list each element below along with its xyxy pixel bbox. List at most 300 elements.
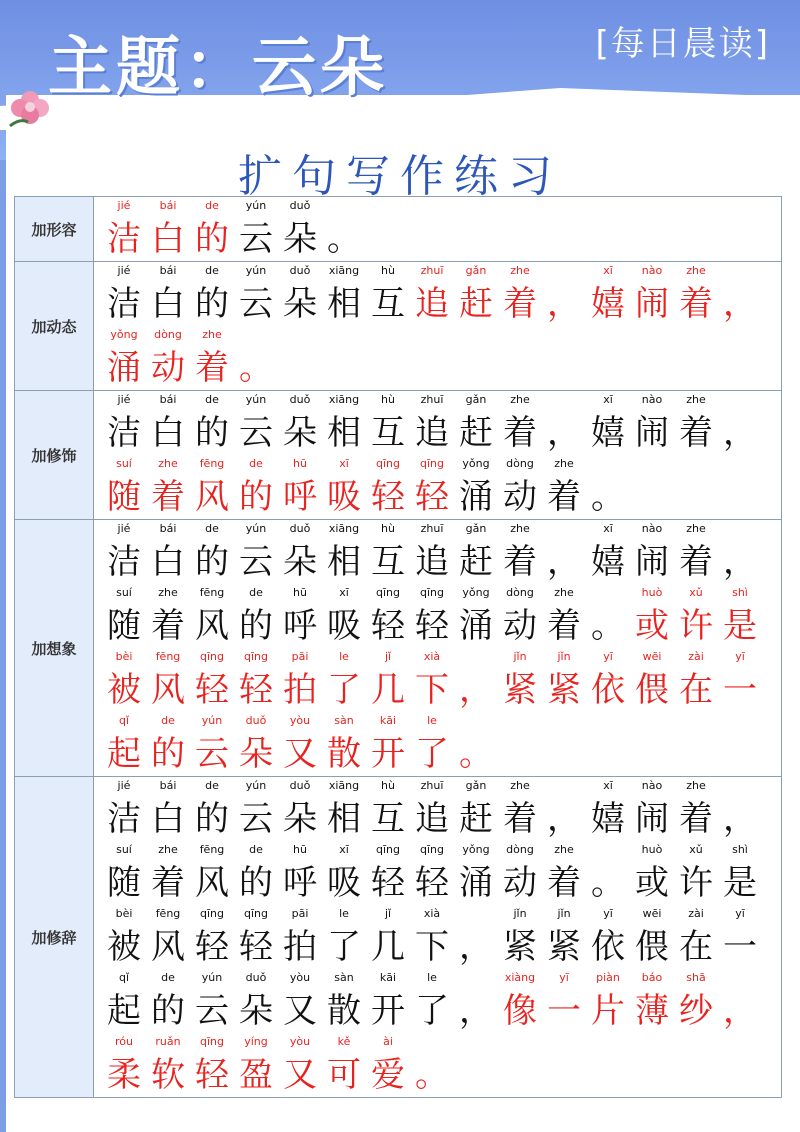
pinyin: jié: [117, 779, 131, 792]
text-line: [102, 520, 775, 584]
hanzi: 拍: [283, 670, 317, 710]
character-cell: [190, 648, 234, 712]
character-cell: [674, 841, 718, 905]
pinyin: de: [249, 586, 263, 599]
hanzi: 相: [327, 413, 361, 453]
pinyin: qīng: [376, 843, 400, 856]
character-cell: [630, 905, 674, 969]
character-cell: [630, 584, 674, 648]
character-cell: [366, 969, 410, 1033]
text-line: [102, 969, 775, 1033]
hanzi: 朵: [283, 413, 317, 453]
hanzi: 一: [723, 927, 757, 967]
pinyin: nào: [641, 522, 663, 535]
hanzi: 赶: [459, 542, 493, 582]
character-cell: [366, 841, 410, 905]
hanzi: 嬉: [591, 542, 625, 582]
character-cell: [366, 777, 410, 841]
text-line: [102, 648, 775, 712]
hanzi: ，: [459, 670, 493, 710]
character-cell: [278, 841, 322, 905]
character-cell: [718, 905, 762, 969]
pinyin: zhe: [158, 457, 178, 470]
pinyin: xī: [603, 522, 613, 535]
hanzi: 又: [283, 734, 317, 774]
pinyin: gǎn: [465, 393, 487, 406]
hanzi: 朵: [283, 799, 317, 839]
character-cell: [542, 584, 586, 648]
hanzi: 的: [195, 284, 229, 324]
character-cell: [278, 648, 322, 712]
character-cell: [454, 584, 498, 648]
hanzi: 的: [239, 477, 273, 517]
page-title: 主题：云朵: [48, 31, 388, 105]
character-cell: [586, 841, 630, 905]
row-content: [94, 777, 781, 1097]
hanzi: 纱: [679, 991, 713, 1031]
hanzi: 随: [107, 477, 141, 517]
pinyin: yíng: [244, 1035, 268, 1048]
hanzi: 轻: [415, 477, 449, 517]
pinyin: xī: [339, 843, 349, 856]
hanzi: 风: [195, 863, 229, 903]
character-cell: [586, 969, 630, 1033]
character-cell: [718, 841, 762, 905]
pinyin: xià: [423, 650, 441, 663]
character-cell: [366, 455, 410, 519]
hanzi: 着: [547, 606, 581, 646]
pinyin: duǒ: [289, 199, 311, 212]
pinyin: nào: [641, 779, 663, 792]
pinyin: bái: [159, 779, 177, 792]
row-content: [94, 520, 781, 776]
hanzi: 着: [503, 799, 537, 839]
pinyin: ruǎn: [155, 1035, 181, 1048]
character-cell: [718, 520, 762, 584]
pinyin: xiāng: [328, 264, 360, 277]
pinyin: qīng: [244, 907, 268, 920]
pinyin: gǎn: [465, 779, 487, 792]
pinyin: zhe: [510, 779, 530, 792]
character-cell: [102, 905, 146, 969]
character-cell: [322, 584, 366, 648]
hanzi: 洁: [107, 799, 141, 839]
hanzi: 的: [239, 606, 273, 646]
character-cell: [366, 1033, 410, 1097]
character-cell: [322, 262, 366, 326]
hanzi: 闹: [635, 799, 669, 839]
character-cell: [234, 262, 278, 326]
character-cell: [718, 391, 762, 455]
hanzi: 闹: [635, 542, 669, 582]
hanzi: 吸: [327, 606, 361, 646]
character-cell: [586, 777, 630, 841]
character-cell: [542, 777, 586, 841]
pinyin: zhe: [686, 393, 706, 406]
character-cell: [146, 520, 190, 584]
character-cell: [498, 777, 542, 841]
pinyin: yī: [559, 971, 569, 984]
hanzi: 一: [723, 670, 757, 710]
pinyin: xī: [339, 457, 349, 470]
character-cell: [234, 391, 278, 455]
hanzi: 风: [151, 670, 185, 710]
character-cell: [718, 648, 762, 712]
pinyin: bèi: [115, 907, 133, 920]
character-cell: [102, 584, 146, 648]
text-line: [102, 455, 775, 519]
character-cell: [278, 262, 322, 326]
character-cell: [454, 648, 498, 712]
character-cell: [234, 326, 278, 390]
character-cell: [146, 262, 190, 326]
pinyin: jié: [117, 393, 131, 406]
hanzi: 或: [635, 863, 669, 903]
pinyin: báo: [641, 971, 663, 984]
table-row: [14, 391, 782, 520]
character-cell: [630, 262, 674, 326]
hanzi: 嬉: [591, 284, 625, 324]
hanzi: 赶: [459, 413, 493, 453]
character-cell: [146, 455, 190, 519]
hanzi: 云: [195, 734, 229, 774]
character-cell: [410, 969, 454, 1033]
character-cell: [322, 905, 366, 969]
character-cell: [146, 648, 190, 712]
pinyin: pāi: [291, 907, 309, 920]
table-row: [14, 777, 782, 1098]
pinyin: kāi: [379, 714, 397, 727]
pinyin: bèi: [115, 650, 133, 663]
pinyin: gǎn: [465, 264, 487, 277]
pinyin: yún: [245, 522, 267, 535]
hanzi: 云: [239, 542, 273, 582]
text-line: [102, 712, 775, 776]
character-cell: [674, 777, 718, 841]
pinyin: yún: [245, 264, 267, 277]
hanzi: 起: [107, 991, 141, 1031]
pinyin: zhe: [510, 393, 530, 406]
pinyin: xiāng: [328, 779, 360, 792]
hanzi: 了: [327, 927, 361, 967]
pinyin: zhe: [686, 522, 706, 535]
pinyin: shì: [732, 843, 748, 856]
hanzi: 了: [415, 734, 449, 774]
character-cell: [586, 648, 630, 712]
hanzi: 爱: [371, 1055, 405, 1095]
text-line: [102, 777, 775, 841]
hanzi: 轻: [195, 670, 229, 710]
character-cell: [498, 262, 542, 326]
pinyin: bái: [159, 199, 177, 212]
hanzi: ，: [547, 542, 581, 582]
pinyin: wēi: [642, 650, 662, 663]
hanzi: 着: [503, 542, 537, 582]
hanzi: 着: [547, 477, 581, 517]
pinyin: kě: [337, 1035, 351, 1048]
hanzi: 着: [679, 413, 713, 453]
character-cell: [190, 262, 234, 326]
hanzi: 白: [151, 284, 185, 324]
character-cell: [278, 1033, 322, 1097]
character-cell: [102, 841, 146, 905]
hanzi: 的: [195, 219, 229, 259]
pinyin: jǐn: [513, 907, 527, 920]
hanzi: 互: [371, 542, 405, 582]
pinyin: de: [161, 714, 175, 727]
text-line: [102, 584, 775, 648]
text-line: [102, 841, 775, 905]
character-cell: [234, 520, 278, 584]
pinyin: yún: [201, 714, 223, 727]
pinyin: duǒ: [245, 714, 267, 727]
hanzi: 朵: [283, 284, 317, 324]
character-cell: [454, 777, 498, 841]
hanzi: 着: [503, 413, 537, 453]
pinyin: hū: [293, 457, 307, 470]
character-cell: [102, 777, 146, 841]
pinyin: yún: [245, 393, 267, 406]
pinyin: zhe: [158, 843, 178, 856]
hanzi: 几: [371, 927, 405, 967]
character-cell: [586, 905, 630, 969]
hanzi: 赶: [459, 799, 493, 839]
pinyin: gǎn: [465, 522, 487, 535]
hanzi: 的: [195, 799, 229, 839]
pinyin: jǐ: [384, 650, 392, 663]
character-cell: [234, 841, 278, 905]
hanzi: 赶: [459, 284, 493, 324]
character-cell: [278, 197, 322, 261]
character-cell: [146, 391, 190, 455]
hanzi: 紧: [503, 927, 537, 967]
hanzi: 轻: [371, 863, 405, 903]
hanzi: 吸: [327, 863, 361, 903]
hanzi: 在: [679, 927, 713, 967]
pinyin: xī: [603, 393, 613, 406]
hanzi: 涌: [459, 477, 493, 517]
character-cell: [454, 841, 498, 905]
character-cell: [102, 262, 146, 326]
character-cell: [586, 455, 630, 519]
hanzi: 轻: [415, 606, 449, 646]
pinyin: duǒ: [245, 971, 267, 984]
character-cell: [234, 1033, 278, 1097]
character-cell: [190, 905, 234, 969]
hanzi: 的: [239, 863, 273, 903]
exercise-table: [14, 196, 782, 1098]
pinyin: jié: [117, 264, 131, 277]
hanzi: 是: [723, 606, 757, 646]
hanzi: 。: [591, 606, 625, 646]
character-cell: [322, 712, 366, 776]
character-cell: [498, 648, 542, 712]
pinyin: le: [339, 907, 349, 920]
pinyin: suí: [116, 586, 132, 599]
pinyin: fēng: [199, 457, 225, 470]
hanzi: 着: [151, 606, 185, 646]
character-cell: [102, 712, 146, 776]
table-row: [14, 197, 782, 262]
hanzi: 轻: [239, 670, 273, 710]
hanzi: 紧: [547, 927, 581, 967]
character-cell: [410, 584, 454, 648]
hanzi: 下: [415, 927, 449, 967]
pinyin: yòu: [289, 714, 311, 727]
pinyin: xià: [423, 907, 441, 920]
hanzi: 着: [679, 542, 713, 582]
pinyin: qīng: [420, 457, 444, 470]
character-cell: [542, 905, 586, 969]
pinyin: qǐ: [118, 971, 130, 984]
hanzi: 洁: [107, 284, 141, 324]
character-cell: [498, 584, 542, 648]
pinyin: xǔ: [689, 586, 703, 599]
character-cell: [366, 584, 410, 648]
hanzi: 着: [503, 284, 537, 324]
character-cell: [630, 648, 674, 712]
character-cell: [102, 326, 146, 390]
pinyin: hū: [293, 586, 307, 599]
character-cell: [234, 197, 278, 261]
pinyin: dòng: [506, 457, 534, 470]
hanzi: 依: [591, 927, 625, 967]
pinyin: de: [205, 393, 219, 406]
pinyin: ài: [383, 1035, 393, 1048]
pinyin: suí: [116, 457, 132, 470]
character-cell: [718, 584, 762, 648]
hanzi: 互: [371, 413, 405, 453]
pinyin: zhe: [510, 522, 530, 535]
hanzi: 轻: [195, 927, 229, 967]
character-cell: [498, 905, 542, 969]
pinyin: zhuī: [420, 264, 444, 277]
pinyin: de: [205, 779, 219, 792]
pinyin: de: [205, 522, 219, 535]
pinyin: le: [427, 971, 437, 984]
pinyin: xiàng: [504, 971, 536, 984]
pinyin: suí: [116, 843, 132, 856]
pinyin: qīng: [200, 1035, 224, 1048]
pinyin: yǒng: [462, 843, 490, 856]
pinyin: xǔ: [689, 843, 703, 856]
hanzi: 软: [151, 1055, 185, 1095]
pinyin: zhe: [554, 843, 574, 856]
character-cell: [454, 262, 498, 326]
hanzi: 相: [327, 284, 361, 324]
pinyin: huò: [641, 586, 663, 599]
pinyin: hù: [381, 522, 395, 535]
character-cell: [278, 969, 322, 1033]
pinyin: dòng: [506, 586, 534, 599]
pinyin: yǒng: [462, 586, 490, 599]
character-cell: [146, 326, 190, 390]
character-cell: [366, 648, 410, 712]
pinyin: pāi: [291, 650, 309, 663]
hanzi: ，: [459, 991, 493, 1031]
hanzi: 是: [723, 863, 757, 903]
character-cell: [190, 584, 234, 648]
pinyin: qǐ: [118, 714, 130, 727]
character-cell: [190, 455, 234, 519]
hanzi: 薄: [635, 991, 669, 1031]
pinyin: shā: [686, 971, 706, 984]
pinyin: zhe: [554, 457, 574, 470]
character-cell: [146, 777, 190, 841]
character-cell: [146, 584, 190, 648]
hanzi: 云: [239, 799, 273, 839]
row-content: [94, 197, 781, 261]
hanzi: 在: [679, 670, 713, 710]
pinyin: duǒ: [289, 264, 311, 277]
hanzi: 互: [371, 799, 405, 839]
character-cell: [674, 262, 718, 326]
pinyin: bái: [159, 264, 177, 277]
hanzi: ，: [723, 542, 757, 582]
hanzi: 下: [415, 670, 449, 710]
character-cell: [102, 455, 146, 519]
hanzi: 动: [503, 863, 537, 903]
character-cell: [674, 969, 718, 1033]
pinyin: qīng: [420, 586, 444, 599]
pinyin: fēng: [155, 907, 181, 920]
pinyin: fēng: [199, 586, 225, 599]
hanzi: 起: [107, 734, 141, 774]
character-cell: [102, 1033, 146, 1097]
pinyin: qīng: [200, 650, 224, 663]
character-cell: [630, 391, 674, 455]
pinyin: hù: [381, 779, 395, 792]
hanzi: 动: [503, 606, 537, 646]
hanzi: 紧: [547, 670, 581, 710]
hanzi: 拍: [283, 927, 317, 967]
pinyin: wēi: [642, 907, 662, 920]
hanzi: 风: [195, 477, 229, 517]
hanzi: ，: [547, 413, 581, 453]
text-line: [102, 1033, 775, 1097]
character-cell: [542, 841, 586, 905]
character-cell: [366, 520, 410, 584]
character-cell: [322, 197, 366, 261]
hanzi: 呼: [283, 606, 317, 646]
pinyin: hù: [381, 264, 395, 277]
pinyin: yǒng: [110, 328, 138, 341]
row-label: 加修饰: [15, 391, 94, 519]
character-cell: [190, 391, 234, 455]
character-cell: [498, 455, 542, 519]
hanzi: 许: [679, 606, 713, 646]
row-label: 加想象: [15, 520, 94, 776]
character-cell: [322, 777, 366, 841]
character-cell: [146, 197, 190, 261]
pinyin: bái: [159, 522, 177, 535]
hanzi: ，: [723, 413, 757, 453]
character-cell: [234, 712, 278, 776]
hanzi: 着: [679, 284, 713, 324]
hanzi: ，: [723, 799, 757, 839]
pinyin: le: [339, 650, 349, 663]
hanzi: 。: [591, 477, 625, 517]
character-cell: [498, 841, 542, 905]
pinyin: yún: [201, 971, 223, 984]
pinyin: zhuī: [420, 779, 444, 792]
pinyin: zhe: [158, 586, 178, 599]
pinyin: xī: [603, 779, 613, 792]
character-cell: [322, 520, 366, 584]
hanzi: 了: [327, 670, 361, 710]
hanzi: 的: [195, 413, 229, 453]
pinyin: fēng: [199, 843, 225, 856]
